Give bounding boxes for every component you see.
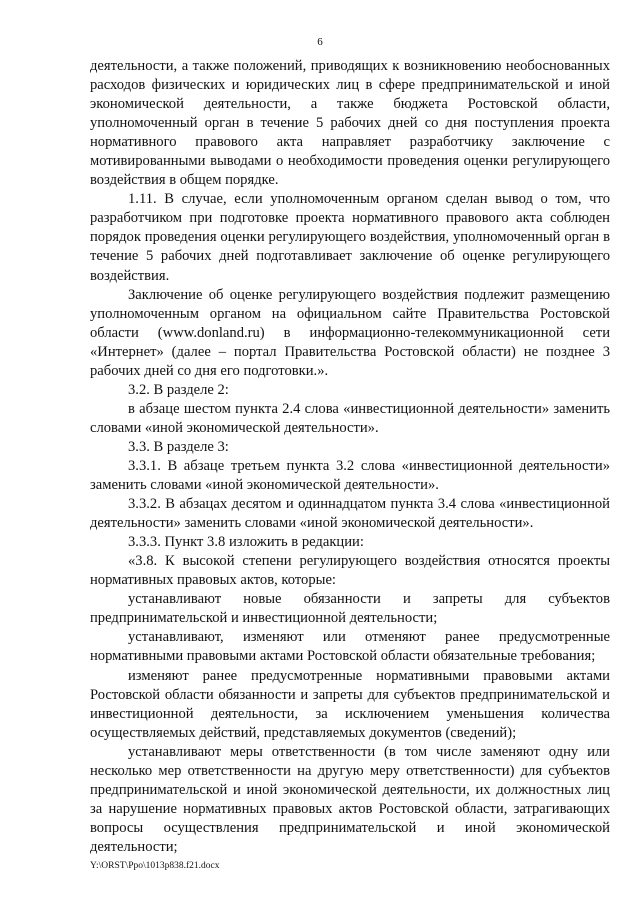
paragraph-3-2-heading: 3.2. В разделе 2:: [128, 381, 229, 398]
paragraph-continuation: деятельности, а также положений, приводящих к возникновению необоснованных расходов физических и юридических лиц в сфере предпринимательской и иной экономической деятельности, а также бюджета Ростовской области, уполномоченный орган в течение 5 рабочих дней со дня поступления проекта нормативного правового акта направляет разработчику заключение с мотивированными выводами о необходимости проведения оценки регулирующего воздействия в общем порядке.: [90, 58, 610, 189]
paragraph-conclusion-publication: Заключение об оценке регулирующего воздействия подлежит размещению уполномоченным органом на официальном сайте Правительства Ростовской области (www.donland.ru) в информационно-телекоммуникационной сети «Интернет» (далее – портал Правительства Ростовской области) не позднее 3 рабочих дней со дня его подготовки.».: [90, 286, 610, 379]
document-body: [90, 57, 610, 857]
paragraph-3-3-3: 3.3.3. Пункт 3.8 изложить в редакции:: [128, 534, 364, 551]
page-number: 6: [317, 36, 323, 48]
paragraph-3-3-2: 3.3.2. В абзацах десятом и одиннадцатом пункта 3.4 слова «инвестиционной деятельности» заменить словами «иной экономической деятельности».: [90, 496, 610, 532]
paragraph-3-8-item-4: устанавливают меры ответственности (в том числе заменяют одну или несколько мер ответственности на другую меру ответственности) для субъектов предпринимательской и иной экономической деятельности, их должностных лиц за нарушение нормативных правовых актов Ростовской области, затрагивающих вопросы осуществления предпринимательской и иной экономической деятельности;: [90, 743, 610, 855]
paragraph-3-2-amendment: в абзаце шестом пункта 2.4 слова «инвестиционной деятельности» заменить словами «иной экономической деятельности».: [90, 400, 610, 436]
paragraph-3-8-item-1: устанавливают новые обязанности и запреты для субъектов предпринимательской и инвестиционной деятельности;: [90, 591, 610, 627]
paragraph-3-3-heading: 3.3. В разделе 3:: [128, 438, 229, 455]
paragraph-3-8-item-3: изменяют ранее предусмотренные нормативными правовыми актами Ростовской области обязанности и запреты для субъектов предпринимательской и инвестиционной деятельности, за исключением уменьшения количества осуществляемых действий, представляемых документов (сведений);: [90, 667, 610, 741]
paragraph-1-11: 1.11. В случае, если уполномоченным органом сделан вывод о том, что разработчиком при подготовке проекта нормативного правового акта соблюден порядок проведения оценки регулирующего воздействия, уполномоченный орган в течение 5 рабочих дней подготавливает заключение об оценке регулирующего воздействия.: [90, 191, 610, 284]
footer-file-path: Y:\ORST\Ppo\1013p838.f21.docx: [90, 861, 220, 871]
paragraph-3-8-intro: «3.8. К высокой степени регулирующего воздействия относятся проекты нормативных правовых актов, которые:: [90, 553, 610, 589]
paragraph-3-3-1: 3.3.1. В абзаце третьем пункта 3.2 слова «инвестиционной деятельности» заменить словами «иной экономической деятельности».: [90, 457, 610, 494]
paragraph-3-8-item-2: устанавливают, изменяют или отменяют ранее предусмотренные нормативными правовыми актами Ростовской области обязательные требования;: [90, 629, 610, 665]
